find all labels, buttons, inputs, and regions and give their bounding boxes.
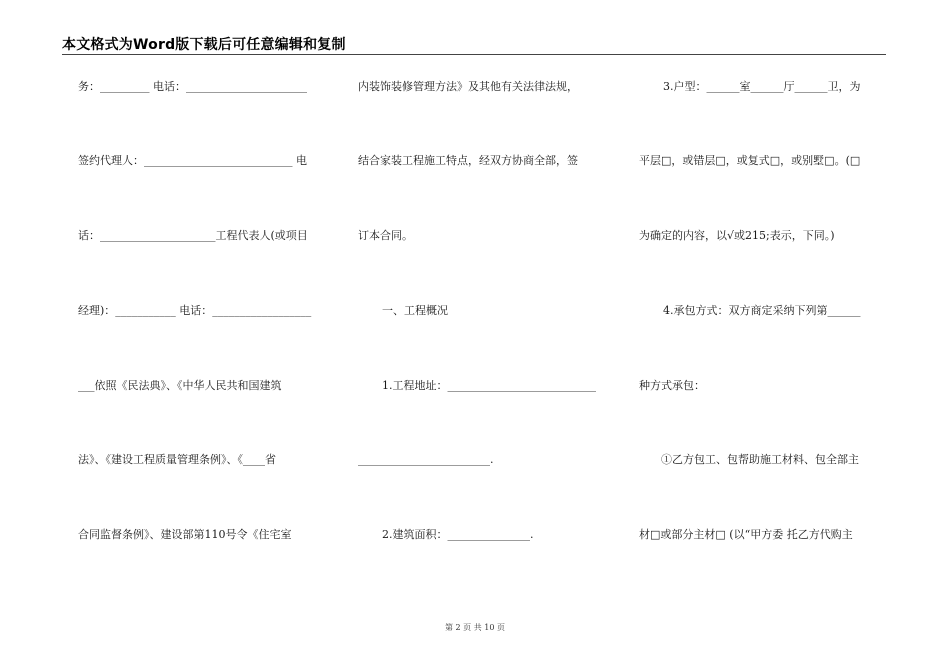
text-line: 话：_____________________工程代表人(或项目 <box>78 229 308 242</box>
page-footer: 第 2 页 共 10 页 <box>445 623 505 632</box>
text-line: 为确定的内容，以√或215;表示，下同。) <box>639 229 835 242</box>
text-line: 材□或部分主材□ (以“甲方委 托乙方代购主 <box>639 528 853 541</box>
text-column-right <box>639 0 884 600</box>
text-line: 法》、《建设工程质量管理条例》、《____省 <box>78 453 276 466</box>
text-line: 经理)：___________ 电话：__________________ <box>78 304 312 317</box>
text-line: 3.户型：______室______厅______卫，为 <box>663 80 861 93</box>
text-line: ________________________. <box>358 453 494 466</box>
text-line: 2.建筑面积：_______________. <box>382 528 534 541</box>
text-line: 订本合同。 <box>358 229 413 242</box>
text-line: 务：_________ 电话：______________________ <box>78 80 307 93</box>
text-line: 结合家装工程施工特点，经双方协商全部，签 <box>358 154 578 167</box>
text-line: 平层□，或错层□，或复式□，或别墅□。(□ <box>639 154 861 167</box>
text-line: ___依照《民法典》、《中华人民共和国建筑 <box>78 379 282 392</box>
text-column-left <box>78 0 328 600</box>
text-line: 种方式承包： <box>639 379 705 392</box>
section-heading: 一、工程概况 <box>382 304 448 317</box>
text-line: 合同监督条例》、建设部第110号令《住宅室 <box>78 528 292 541</box>
text-line: ①乙方包工、包帮助施工材料、包全部主 <box>661 453 859 466</box>
text-line: 4.承包方式：双方商定采纳下列第______ <box>663 304 861 317</box>
text-line: 内装饰装修管理方法》及其他有关法律法规， <box>358 80 578 93</box>
text-column-middle <box>358 0 608 600</box>
header-title: 本文格式为Word版下载后可任意编辑和复制 <box>62 37 346 53</box>
text-line: 1.工程地址：___________________________ <box>382 379 596 392</box>
text-line: 签约代理人：___________________________ 电 <box>78 154 307 167</box>
